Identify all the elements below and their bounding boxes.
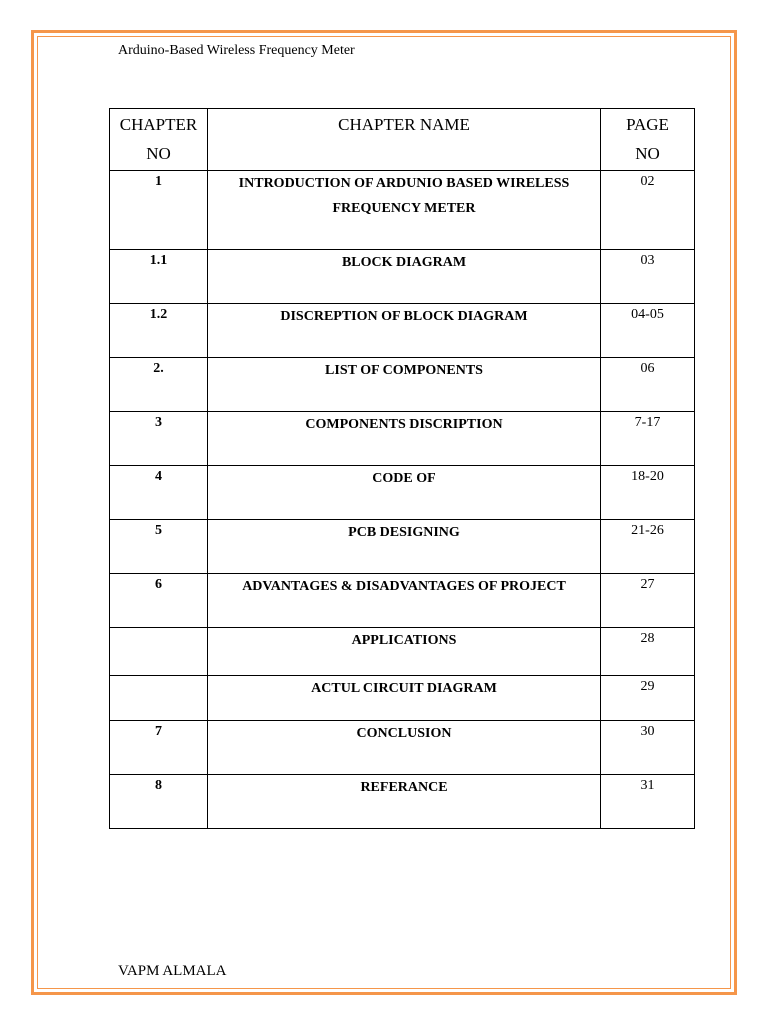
chapter-name-cell: BLOCK DIAGRAM [208, 250, 601, 304]
page-no-cell: 29 [601, 676, 695, 721]
chapter-name-cell: CODE OF [208, 466, 601, 520]
chapter-name-cell: CONCLUSION [208, 721, 601, 775]
chapter-name-cell: REFERANCE [208, 775, 601, 829]
page-no-cell: 21-26 [601, 520, 695, 574]
chapter-no-cell: 1 [110, 171, 208, 250]
header-chapter-name-label: CHAPTER NAME [338, 115, 470, 134]
page-no-cell: 18-20 [601, 466, 695, 520]
header-chapter-no-line1: CHAPTER [119, 115, 198, 134]
chapter-no-cell: 3 [110, 412, 208, 466]
chapter-no-cell: 4 [110, 466, 208, 520]
chapter-name-cell: LIST OF COMPONENTS [208, 358, 601, 412]
chapter-no-cell: 7 [110, 721, 208, 775]
page-no-cell: 7-17 [601, 412, 695, 466]
table-header-row [110, 109, 695, 171]
table-row [110, 520, 695, 574]
chapter-name-cell: PCB DESIGNING [208, 520, 601, 574]
table-row [110, 250, 695, 304]
header-chapter-name [208, 109, 601, 171]
table-row [110, 358, 695, 412]
chapter-name-cell: DISCREPTION OF BLOCK DIAGRAM [208, 304, 601, 358]
table-row [110, 628, 695, 676]
chapter-no-cell: 2. [110, 358, 208, 412]
chapter-name-cell: ACTUL CIRCUIT DIAGRAM [208, 676, 601, 721]
table-row [110, 466, 695, 520]
running-footer: VAPM ALMALA [118, 963, 227, 979]
chapter-name-line1: INTRODUCTION OF ARDUNIO BASED WIRELESS [238, 176, 570, 191]
page-no-cell: 30 [601, 721, 695, 775]
page-no-cell: 27 [601, 574, 695, 628]
page-no-cell: 02 [601, 171, 695, 250]
chapter-no-cell [110, 628, 208, 676]
page-no-cell: 06 [601, 358, 695, 412]
table-row [110, 775, 695, 829]
page-no-cell: 03 [601, 250, 695, 304]
chapter-name-cell: COMPONENTS DISCRIPTION [208, 412, 601, 466]
table-row [110, 721, 695, 775]
running-header: Arduino-Based Wireless Frequency Meter [118, 43, 355, 58]
header-page-no-line1: PAGE [626, 115, 669, 134]
header-page-no [601, 109, 695, 171]
chapter-name-cell [208, 171, 601, 250]
table-row [110, 676, 695, 721]
table-of-contents [109, 108, 695, 829]
chapter-name-line2: FREQUENCY METER [332, 201, 476, 216]
page-no-cell: 31 [601, 775, 695, 829]
chapter-no-cell: 5 [110, 520, 208, 574]
table-row [110, 412, 695, 466]
table-row [110, 574, 695, 628]
table-row [110, 171, 695, 250]
header-page-no-line2: NO [635, 144, 660, 163]
chapter-no-cell: 1.2 [110, 304, 208, 358]
chapter-name-cell: APPLICATIONS [208, 628, 601, 676]
header-chapter-no-line2: NO [146, 144, 171, 163]
header-chapter-no [110, 109, 208, 171]
chapter-no-cell [110, 676, 208, 721]
table-row [110, 304, 695, 358]
chapter-no-cell: 8 [110, 775, 208, 829]
page-no-cell: 04-05 [601, 304, 695, 358]
chapter-no-cell: 1.1 [110, 250, 208, 304]
chapter-no-cell: 6 [110, 574, 208, 628]
page-no-cell: 28 [601, 628, 695, 676]
chapter-name-cell: ADVANTAGES & DISADVANTAGES OF PROJECT [208, 574, 601, 628]
